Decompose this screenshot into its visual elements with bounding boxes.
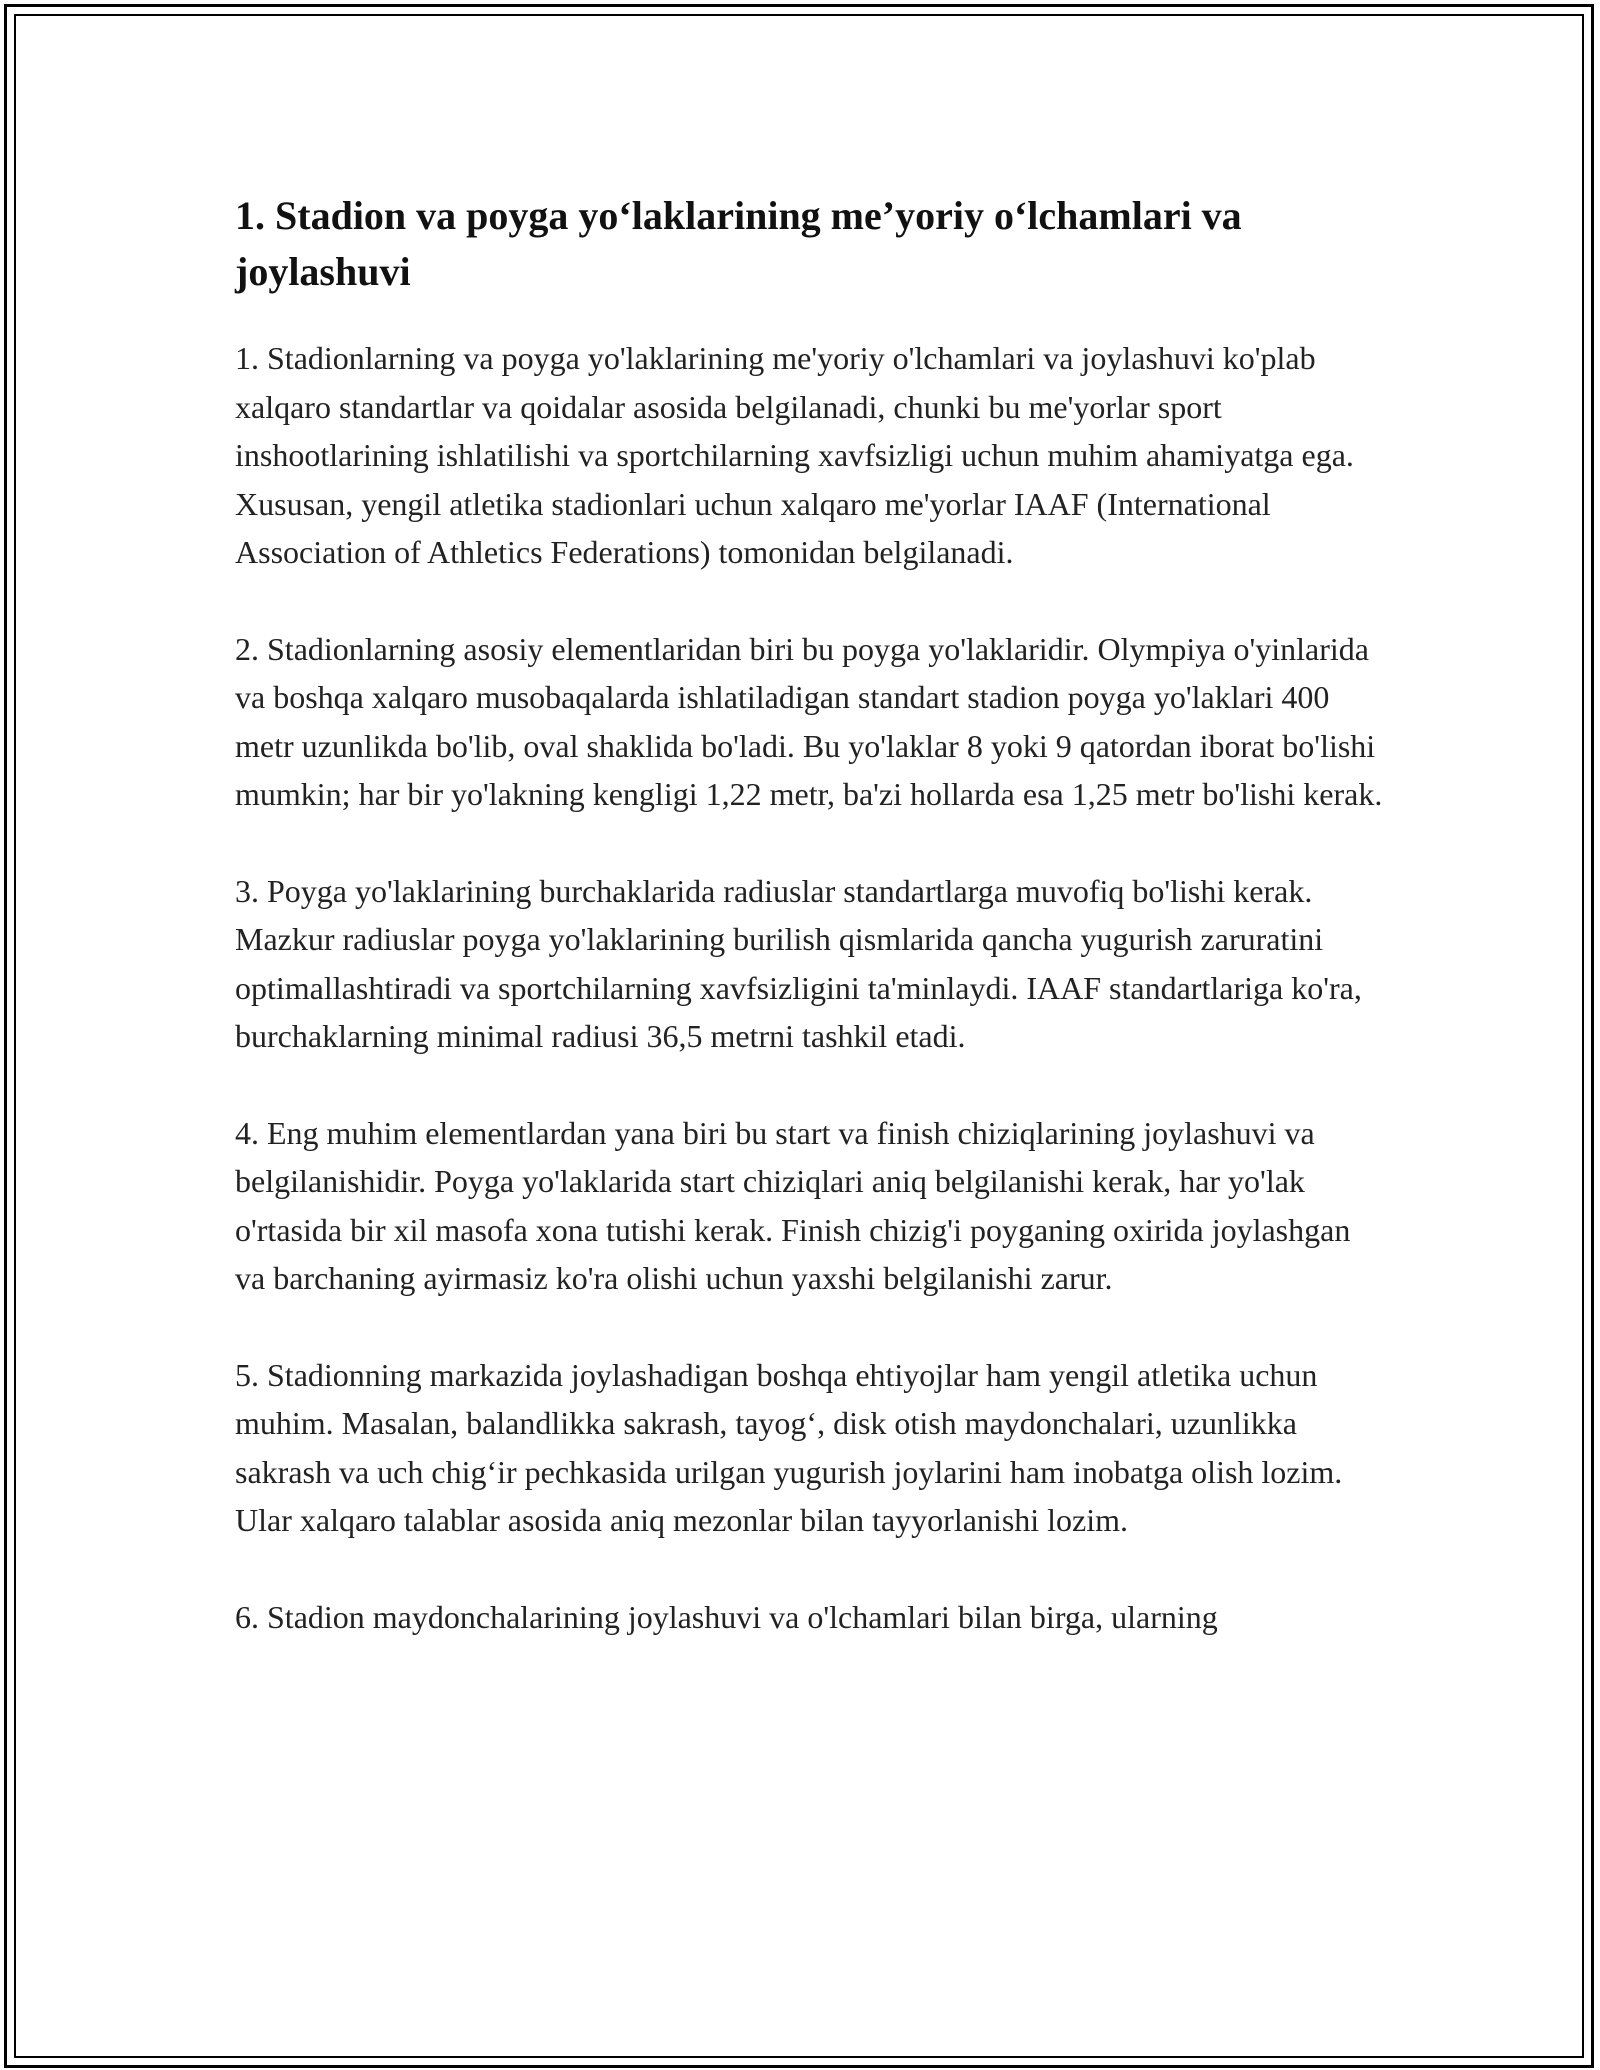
paragraph-5: 5. Stadionning markazida joylashadigan boshqa ehtiyojlar ham yengil atletika uchun muhim. Masalan, balandlikka sakrash, tayog‘, disk otish maydonchalari, uzunlikka sakrash va uch chig‘ir pechkasida urilgan yugurish joylarini ham inobatga olish lozim. Ular xalqaro talablar asosida aniq mezonlar bilan tayyorlanishi lozim. [235,1356,1343,1538]
paragraph-3: 3. Poyga yo'laklarining burchaklarida radiuslar standartlarga muvofiq bo'lishi kerak. Mazkur radiuslar poyga yo'laklarining burilish qismlarida qancha yugurish zaruratini optimallashtiradi va sportchilarning xavfsizligini ta'minlaydi. IAAF standartlariga ko'ra, burchaklarning minimal radiusi 36,5 metrni tashkil etadi. [235,872,1362,1054]
paragraph-4: 4. Eng muhim elementlardan yana biri bu start va finish chiziqlarining joylashuvi va belgilanishidir. Poyga yo'laklarida start chiziqlari aniq belgilanishi kerak, har yo'lak o'rtasida bir xil masofa xona tutishi kerak. Finish chizig'i poyganing oxirida joylashgan va barchaning ayirmasiz ko'ra olishi uchun yaxshi belgilanishi zarur. [235,1114,1351,1296]
paragraph-1: 1. Stadionlarning va poyga yo'laklarining me'yoriy o'lchamlari va joylashuvi ko'plab xalqaro standartlar va qoidalar asosida belgilanadi, chunki bu me'yorlar sport inshootlarining ishlatilishi va sportchilarning xavfsizligi uchun muhim ahamiyatga ega. Xususan, yengil atletika stadionlari uchun xalqaro me'yorlar IAAF (International Association of Athletics Federations) tomonidan belgilanadi. [235,340,1354,570]
document-body [235,188,1385,1641]
paragraph-6: 6. Stadion maydonchalarining joylashuvi va o'lchamlari bilan birga, ularning [235,1598,1218,1635]
paragraph-2: 2. Stadionlarning asosiy elementlaridan biri bu poyga yo'laklaridir. Olympiya o'yinlarida va boshqa xalqaro musobaqalarda ishlatiladigan standart stadion poyga yo'laklari 400 metr uzunlikda bo'lib, oval shaklida bo'ladi. Bu yo'laklar 8 yoki 9 qatordan iborat bo'lishi mumkin; har bir yo'lakning kengligi 1,22 metr, ba'zi hollarda esa 1,25 metr bo'lishi kerak. [235,630,1383,812]
section-title: 1. Stadion va poyga yo‘laklarining me’yoriy o‘lchamlari va joylashuvi [235,193,1242,294]
